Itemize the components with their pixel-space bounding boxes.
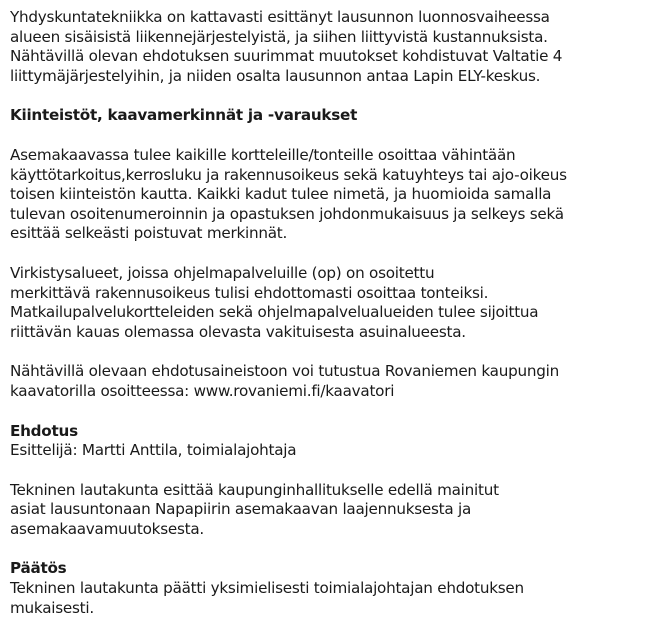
- text-line: Tekninen lautakunta päätti yksimielisesti toimialajohtajan ehdotuksen: [10, 579, 524, 598]
- text-line: toisen kiinteistön kautta. Kaikki kadut tulee nimetä, ja huomioida samalla: [10, 185, 552, 204]
- text-line: Nähtävillä olevaan ehdotusaineistoon voi tutustua Rovaniemen kaupungin: [10, 362, 559, 381]
- properties-paragraph-3: [10, 362, 640, 401]
- text-line: esittää selkeästi poistuvat merkinnät.: [10, 224, 288, 243]
- section-heading-properties: Kiinteistöt, kaavamerkinnät ja -varaukset: [10, 106, 358, 125]
- text-line: liittymäjärjestelyihin, ja niiden osalta lausunnon antaa Lapin ELY-keskus.: [10, 66, 541, 85]
- text-line: alueen sisäisistä liikennejärjestelyistä, ja siihen liittyvistä kustannuksista.: [10, 27, 548, 46]
- text-line: Matkailupalvelukortteleiden sekä ohjelmapalvelualueiden tulee sijoittua: [10, 303, 539, 322]
- text-line: merkittävä rakennusoikeus tulisi ehdottomasti osoittaa tonteiksi.: [10, 283, 489, 302]
- decision-section: [10, 559, 640, 618]
- proposal-heading: Ehdotus: [10, 421, 78, 440]
- properties-paragraph-1: [10, 146, 640, 244]
- text-line: mukaisesti.: [10, 598, 94, 617]
- document-body: [10, 8, 640, 618]
- text-line: käyttötarkoitus,kerrosluku ja rakennusoikeus sekä katuyhteys tai ajo-oikeus: [10, 165, 567, 184]
- text-line: tulevan osoitenumeroinnin ja opastuksen johdonmukaisuus ja selkeys sekä: [10, 204, 564, 223]
- text-line: Tekninen lautakunta esittää kaupunginhallitukselle edellä mainitut: [10, 480, 499, 499]
- text-line: kaavatorilla osoitteessa: www.rovaniemi.fi/kaavatori: [10, 381, 395, 400]
- decision-heading: Päätös: [10, 559, 67, 578]
- text-line: asiat lausuntonaan Napapiirin asemakaavan laajennuksesta ja: [10, 500, 472, 519]
- text-line: Yhdyskuntatekniikka on kattavasti esittänyt lausunnon luonnosvaiheessa: [10, 8, 550, 26]
- proposal-text: [10, 481, 640, 540]
- text-line: Nähtävillä olevan ehdotuksen suurimmat muutokset kohdistuvat Valtatie 4: [10, 47, 563, 66]
- text-line: asemakaavamuutoksesta.: [10, 519, 204, 538]
- intro-paragraph: [10, 8, 640, 86]
- text-line: riittävän kauas olemassa olevasta vakituisesta asuinalueesta.: [10, 322, 466, 341]
- text-line: Asemakaavassa tulee kaikille kortteleille/tonteille osoittaa vähintään: [10, 145, 516, 164]
- proposal-section: [10, 422, 640, 461]
- properties-paragraph-2: [10, 264, 640, 342]
- proposal-presenter: Esittelijä: Martti Anttila, toimialajohtaja: [10, 441, 297, 460]
- text-line: Virkistysalueet, joissa ohjelmapalveluille (op) on osoitettu: [10, 263, 435, 282]
